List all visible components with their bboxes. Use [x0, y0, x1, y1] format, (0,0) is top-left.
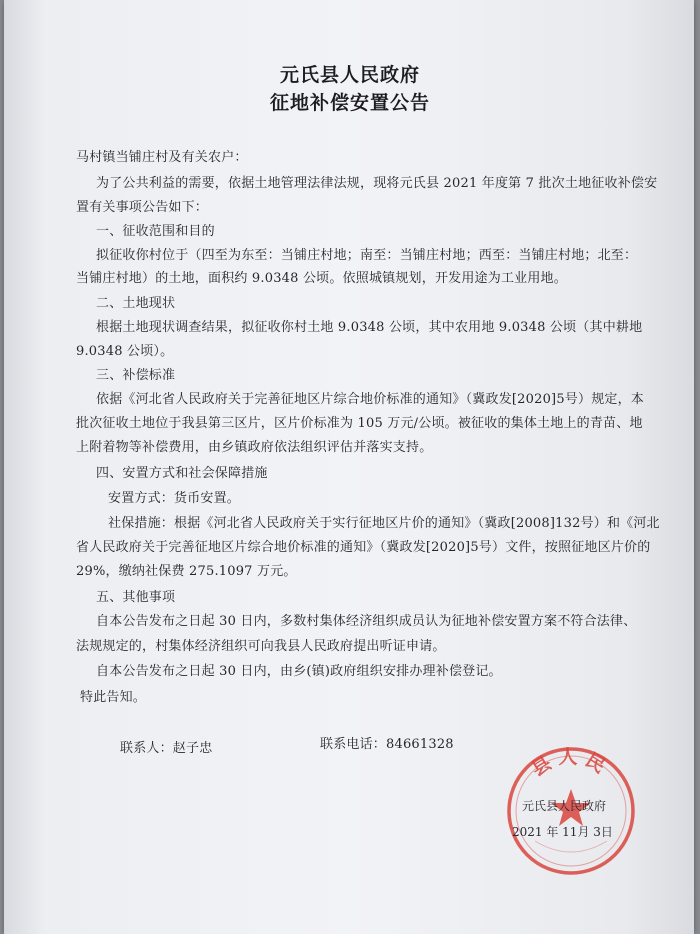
section-heading: 一、征收范围和目的 — [96, 224, 215, 239]
paragraph-line: 社保措施：根据《河北省人民政府关于实行征地区片价的通知》（冀政[2008]132号）和《河北 — [108, 516, 660, 531]
paragraph-line: 自本公告发布之日起 30 日内，多数村集体经济组织成员认为征地补偿安置方案不符合法律、 — [96, 614, 637, 629]
issuer-name: 元氏县人民政府 — [522, 799, 607, 813]
document-title: 元氏县人民政府 — [279, 64, 420, 86]
section-heading: 二、土地现状 — [96, 296, 176, 311]
document-subtitle: 征地补偿安置公告 — [269, 92, 430, 114]
contact-person: 联系人：赵子忠 — [120, 741, 213, 756]
paragraph-line: 拟征收你村位于（四至为东至：当铺庄村地；南至：当铺庄村地；西至：当铺庄村地；北至： — [96, 248, 638, 263]
paragraph-line: 自本公告发布之日起 30 日内，由乡(镇)政府组织安排办理补偿登记。 — [96, 664, 502, 679]
section-heading: 四、安置方式和社会保障措施 — [96, 466, 268, 481]
addressee: 马村镇当铺庄村及有关农户： — [76, 150, 248, 165]
paragraph-line: 省人民政府关于完善征地区片综合地价标准的通知》（冀政发[2020]5号）文件，按照征地区片价的 — [76, 540, 651, 555]
paragraph-line: 29%，缴纳社保费 275.1097 万元。 — [76, 564, 297, 579]
seal-arc-text: 县人民 — [527, 746, 615, 781]
paragraph-line: 为了公共利益的需要，依据土地管理法律法规，现将元氏县 2021 年度第 7 批次土地征收补偿安 — [96, 176, 658, 191]
contact-phone: 联系电话：84661328 — [320, 737, 454, 752]
paragraph-line: 安置方式：货币安置。 — [108, 491, 241, 506]
paragraph-line: 上附着物等补偿费用，由乡镇政府依法组织评估并落实支持。 — [76, 440, 433, 455]
paragraph-line: 批次征收土地位于我县第三区片，区片价标准为 105 万元/公顷。被征收的集体土地上的青苗、地 — [76, 416, 643, 431]
closing-line: 特此告知。 — [80, 690, 147, 705]
paragraph-line: 9.0348 公顷）。 — [76, 344, 174, 359]
paragraph-line: 根据土地现状调查结果，拟征收你村土地 9.0348 公顷，其中农用地 9.0348 公顷（其中耕地 — [96, 320, 643, 335]
paragraph-line: 依据《河北省人民政府关于完善征地区片综合地价标准的通知》（冀政发[2020]5号）规定，本 — [96, 392, 644, 407]
section-heading: 三、补偿标准 — [96, 368, 176, 383]
paragraph-line: 置有关事项公告如下： — [76, 200, 209, 215]
section-heading: 五、其他事项 — [96, 590, 176, 605]
issue-date: 2021 年 11月 3日 — [512, 825, 613, 839]
paragraph-line: 当铺庄村地）的土地，面积约 9.0348 公顷。依照城镇规划，开发用途为工业用地。 — [76, 271, 567, 286]
paragraph-line: 法规规定的，村集体经济组织可向我县人民政府提出听证申请。 — [76, 639, 446, 654]
